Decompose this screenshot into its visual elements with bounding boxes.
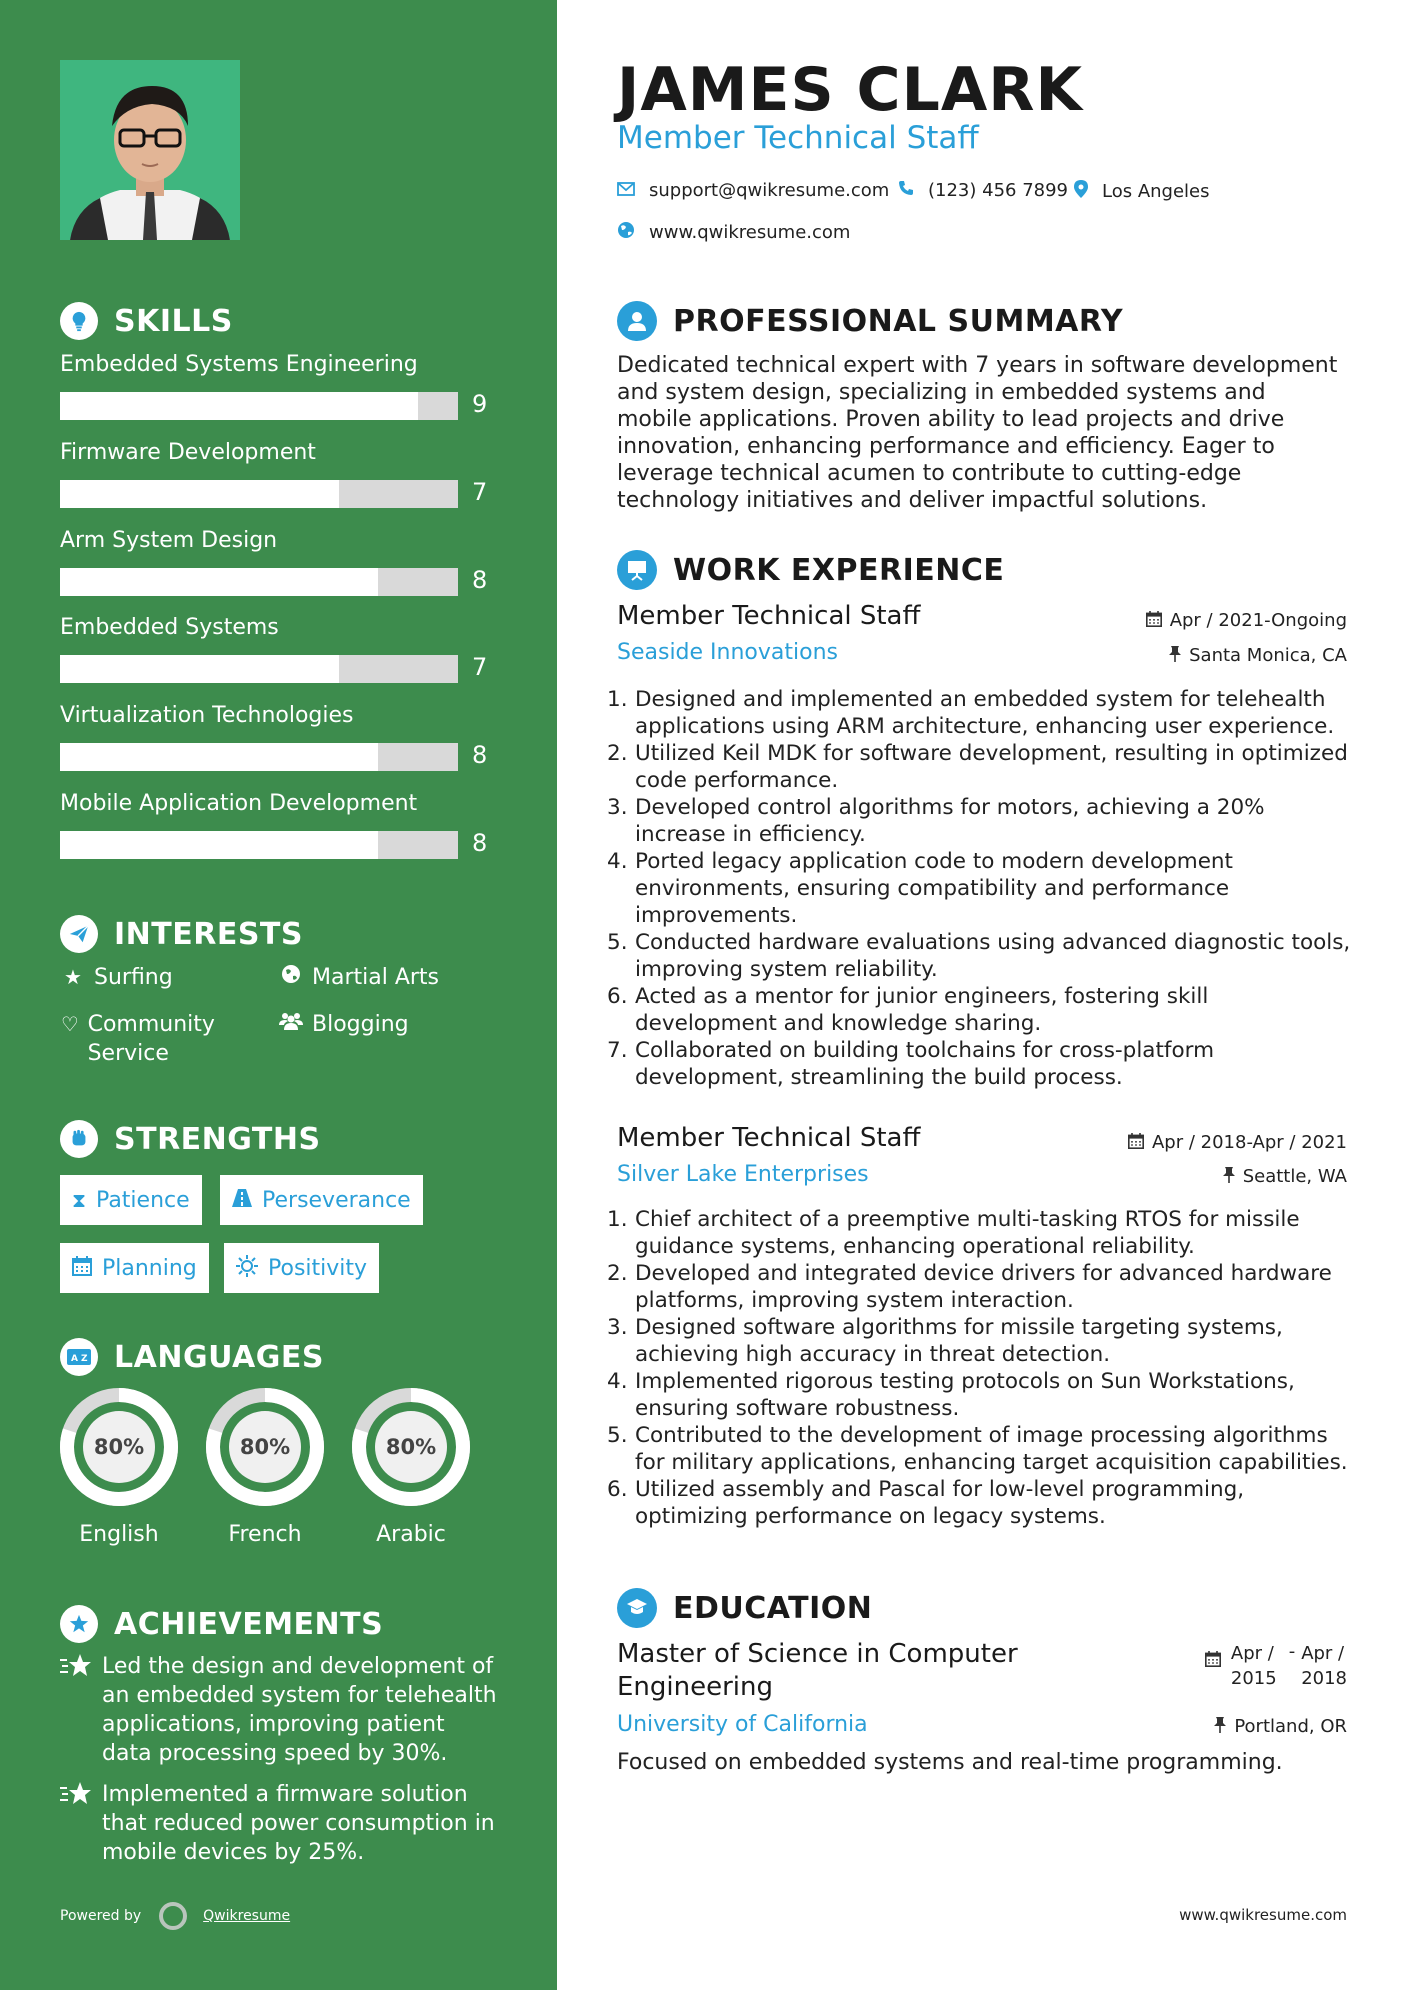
job-duties — [607, 1206, 1352, 1530]
qwikresume-logo-icon — [159, 1902, 187, 1930]
skill-bar — [60, 743, 458, 771]
calendar-icon — [1205, 1651, 1221, 1691]
degree-title: Master of Science in Computer Engineering — [617, 1639, 1018, 1702]
language-name: Arabic — [376, 1522, 446, 1547]
presentation-icon — [617, 550, 657, 590]
language-item — [204, 1386, 326, 1547]
paper-plane-icon — [60, 915, 98, 953]
strength-label: Positivity — [268, 1255, 368, 1281]
powered-by — [60, 1902, 290, 1930]
interest-item — [60, 1010, 250, 1068]
education-location — [1214, 1716, 1347, 1737]
language-ring — [350, 1386, 472, 1508]
language-ring — [204, 1386, 326, 1508]
translate-icon — [60, 1338, 98, 1376]
map-pin-icon — [1074, 180, 1088, 203]
website-text: www.qwikresume.com — [649, 222, 851, 243]
skill-name: Embedded Systems Engineering — [60, 352, 418, 377]
company-name: Silver Lake Enterprises — [617, 1162, 869, 1187]
duty-item: Ported legacy application code to modern development environments, ensuring compatibility and performance improvements. — [635, 849, 1233, 928]
users-icon — [278, 1010, 304, 1039]
summary-text: Dedicated technical expert with 7 years in software development and system design, specializing in embedded systems and mobile applications. Proven ability to lead projects and drive innovation, enhancing performance and efficiency. Eager to leverage technical acumen to contribute to cutting-edge technology initiatives and deliver impactful solutions. — [617, 353, 1338, 513]
interests-heading — [60, 915, 303, 953]
contact-location — [1074, 180, 1210, 203]
job-duties — [607, 686, 1352, 1091]
skill-level: 8 — [472, 829, 488, 857]
skill-name: Arm System Design — [60, 528, 278, 553]
language-name: French — [228, 1522, 302, 1547]
pushpin-icon — [1214, 1717, 1226, 1737]
strength-badge — [60, 1243, 209, 1293]
strengths-title: STRENGTHS — [114, 1121, 321, 1157]
duty-item: Acted as a mentor for junior engineers, fostering skill development and knowledge sharing. — [635, 984, 1209, 1036]
language-percent: 80% — [385, 1435, 437, 1459]
education-end — [1301, 1641, 1347, 1691]
start-year: 2015 — [1230, 1668, 1277, 1689]
job-location-text: Seattle, WA — [1242, 1166, 1347, 1187]
skill-bar — [60, 655, 458, 683]
strength-badge — [224, 1243, 379, 1293]
education-title: EDUCATION — [673, 1590, 873, 1626]
duty-item: Designed and implemented an embedded system for telehealth applications using ARM architecture, enhancing user experience. — [635, 687, 1335, 739]
skill-level: 8 — [472, 566, 488, 594]
achievement-item — [60, 1652, 500, 1768]
interest-item — [60, 963, 173, 992]
company-name: Seaside Innovations — [617, 640, 838, 665]
skill-level: 7 — [472, 653, 488, 681]
skill-level: 7 — [472, 478, 488, 506]
calendar-icon — [1146, 611, 1162, 631]
language-item — [350, 1386, 472, 1547]
interests-title: INTERESTS — [114, 916, 303, 952]
date-separator: - — [1288, 1641, 1296, 1662]
skill-bar-fill — [60, 655, 339, 683]
powered-by-label: Powered by — [60, 1908, 142, 1924]
job-dates-text: Apr / 2021-Ongoing — [1169, 610, 1347, 631]
skill-bar-fill — [60, 831, 378, 859]
skill-bar-fill — [60, 743, 378, 771]
skill-name: Virtualization Technologies — [60, 703, 354, 728]
globe-icon — [617, 221, 635, 244]
interest-label: Community Service — [87, 1012, 215, 1066]
job-location-text: Santa Monica, CA — [1189, 645, 1347, 666]
school-name: University of California — [617, 1712, 868, 1737]
pushpin-icon — [1169, 646, 1181, 666]
skill-item — [60, 703, 490, 769]
skill-item — [60, 352, 490, 418]
duty-item: Developed and integrated device drivers for advanced hardware platforms, improving system interaction. — [635, 1261, 1332, 1313]
interest-label: Surfing — [94, 965, 173, 990]
profile-photo — [60, 60, 240, 240]
education-start — [1231, 1641, 1277, 1691]
lightbulb-icon — [60, 302, 98, 340]
skill-bar — [60, 568, 458, 596]
skills-title: SKILLS — [114, 303, 233, 339]
end-month: Apr / — [1301, 1643, 1345, 1664]
graduate-icon — [617, 1588, 657, 1628]
skill-item — [60, 615, 490, 681]
skill-bar-fill — [60, 480, 339, 508]
duty-item: Collaborated on building toolchains for cross-platform development, streamlining the build process. — [635, 1038, 1215, 1090]
fist-icon — [60, 1120, 98, 1158]
education-description: Focused on embedded systems and real-time programming. — [617, 1750, 1283, 1775]
work-title: WORK EXPERIENCE — [673, 552, 1005, 588]
sun-outline-icon — [236, 1255, 258, 1282]
education-location-text: Portland, OR — [1234, 1716, 1347, 1737]
achievement-text: Led the design and development of an embedded system for telehealth applications, improving patient data processing speed by 30%. — [102, 1654, 497, 1766]
duty-item: Contributed to the development of image processing algorithms for military applications, enhancing target acquisition capabilities. — [635, 1423, 1348, 1475]
star-burst-icon — [60, 1780, 94, 1867]
education-heading — [617, 1588, 872, 1628]
language-name: English — [79, 1522, 159, 1547]
interest-label: Martial Arts — [312, 965, 440, 990]
skill-bar — [60, 831, 458, 859]
interest-item — [278, 963, 439, 992]
skill-item — [60, 528, 490, 594]
skill-item — [60, 791, 490, 857]
work-heading — [617, 550, 1004, 590]
strength-label: Patience — [96, 1187, 190, 1213]
hourglass-icon: ⧗ — [72, 1188, 87, 1212]
strength-label: Planning — [102, 1255, 197, 1281]
calendar-icon — [72, 1256, 92, 1281]
job-title: Member Technical Staff — [617, 601, 921, 631]
star-burst-icon — [60, 1652, 94, 1768]
duty-item: Utilized assembly and Pascal for low-level programming, optimizing performance on legacy systems. — [635, 1477, 1245, 1529]
strength-badge — [220, 1175, 423, 1225]
language-percent: 80% — [93, 1435, 145, 1459]
duty-item: Chief architect of a preemptive multi-tasking RTOS for missile guidance systems, enhancing operational reliability. — [635, 1207, 1300, 1259]
star-icon: ★ — [64, 965, 82, 989]
svg-text:Z: Z — [81, 1354, 88, 1364]
pushpin-icon — [1223, 1167, 1235, 1187]
summary-title: PROFESSIONAL SUMMARY — [673, 303, 1124, 339]
road-icon — [232, 1188, 252, 1212]
skill-bar — [60, 392, 458, 420]
heart-outline-icon: ♡ — [60, 1012, 79, 1036]
job-title: Member Technical Staff — [617, 1123, 921, 1153]
duty-item: Designed software algorithms for missile targeting systems, achieving high accuracy in threat detection. — [635, 1315, 1283, 1367]
duty-item: Conducted hardware evaluations using advanced diagnostic tools, improving system reliability. — [635, 930, 1351, 982]
interest-item — [278, 1010, 409, 1039]
user-icon — [617, 301, 657, 341]
duty-item: Utilized Keil MDK for software development, resulting in optimized code performance. — [635, 741, 1348, 793]
interest-label: Blogging — [312, 1012, 409, 1037]
calendar-icon — [1128, 1133, 1144, 1153]
strength-badge — [60, 1175, 202, 1225]
phone-text: (123) 456 7899 — [928, 180, 1069, 201]
skill-level: 8 — [472, 741, 488, 769]
languages-title: LANGUAGES — [114, 1339, 324, 1375]
award-star-icon — [60, 1605, 98, 1643]
job-location — [1223, 1166, 1347, 1187]
education-dates — [1205, 1641, 1347, 1691]
strengths-heading — [60, 1120, 321, 1158]
summary-heading — [617, 301, 1123, 341]
skill-name: Mobile Application Development — [60, 791, 418, 816]
envelope-icon — [617, 180, 635, 201]
job-dates — [1146, 610, 1347, 631]
job-location — [1169, 645, 1347, 666]
skill-item — [60, 440, 490, 506]
skill-bar — [60, 480, 458, 508]
start-month: Apr / — [1230, 1643, 1274, 1664]
language-percent: 80% — [239, 1435, 291, 1459]
candidate-name: JAMES CLARK — [617, 55, 1083, 125]
achievements-title: ACHIEVEMENTS — [114, 1606, 384, 1642]
achievement-item — [60, 1780, 500, 1867]
achievement-text: Implemented a firmware solution that reduced power consumption in mobile devices by 25%. — [102, 1782, 495, 1865]
skill-name: Firmware Development — [60, 440, 316, 465]
skill-bar-fill — [60, 568, 378, 596]
language-ring — [58, 1386, 180, 1508]
language-item — [58, 1386, 180, 1547]
footer-website[interactable]: www.qwikresume.com — [1179, 1906, 1347, 1924]
job-dates-text: Apr / 2018-Apr / 2021 — [1151, 1132, 1347, 1153]
skill-name: Embedded Systems — [60, 615, 279, 640]
email-text: support@qwikresume.com — [649, 180, 890, 201]
contact-phone[interactable] — [898, 180, 1068, 201]
contact-website[interactable] — [617, 221, 850, 244]
job-dates — [1128, 1132, 1347, 1153]
svg-text:A: A — [71, 1354, 78, 1364]
sidebar — [0, 0, 557, 1990]
strength-label: Perseverance — [262, 1187, 411, 1213]
contact-email[interactable] — [617, 180, 889, 201]
skill-bar-fill — [60, 392, 418, 420]
location-text: Los Angeles — [1102, 181, 1210, 202]
skills-heading — [60, 302, 233, 340]
languages-heading — [60, 1338, 324, 1376]
duty-item: Implemented rigorous testing protocols on Sun Workstations, ensuring software robustness. — [635, 1369, 1295, 1421]
candidate-role: Member Technical Staff — [617, 120, 979, 156]
phone-icon — [898, 180, 914, 201]
duty-item: Developed control algorithms for motors, achieving a 20% increase in efficiency. — [635, 795, 1265, 847]
qwikresume-link[interactable]: Qwikresume — [203, 1908, 291, 1924]
end-year: 2018 — [1301, 1668, 1347, 1689]
achievements-heading — [60, 1605, 383, 1643]
globe-icon — [278, 963, 304, 992]
skill-level: 9 — [472, 390, 488, 418]
